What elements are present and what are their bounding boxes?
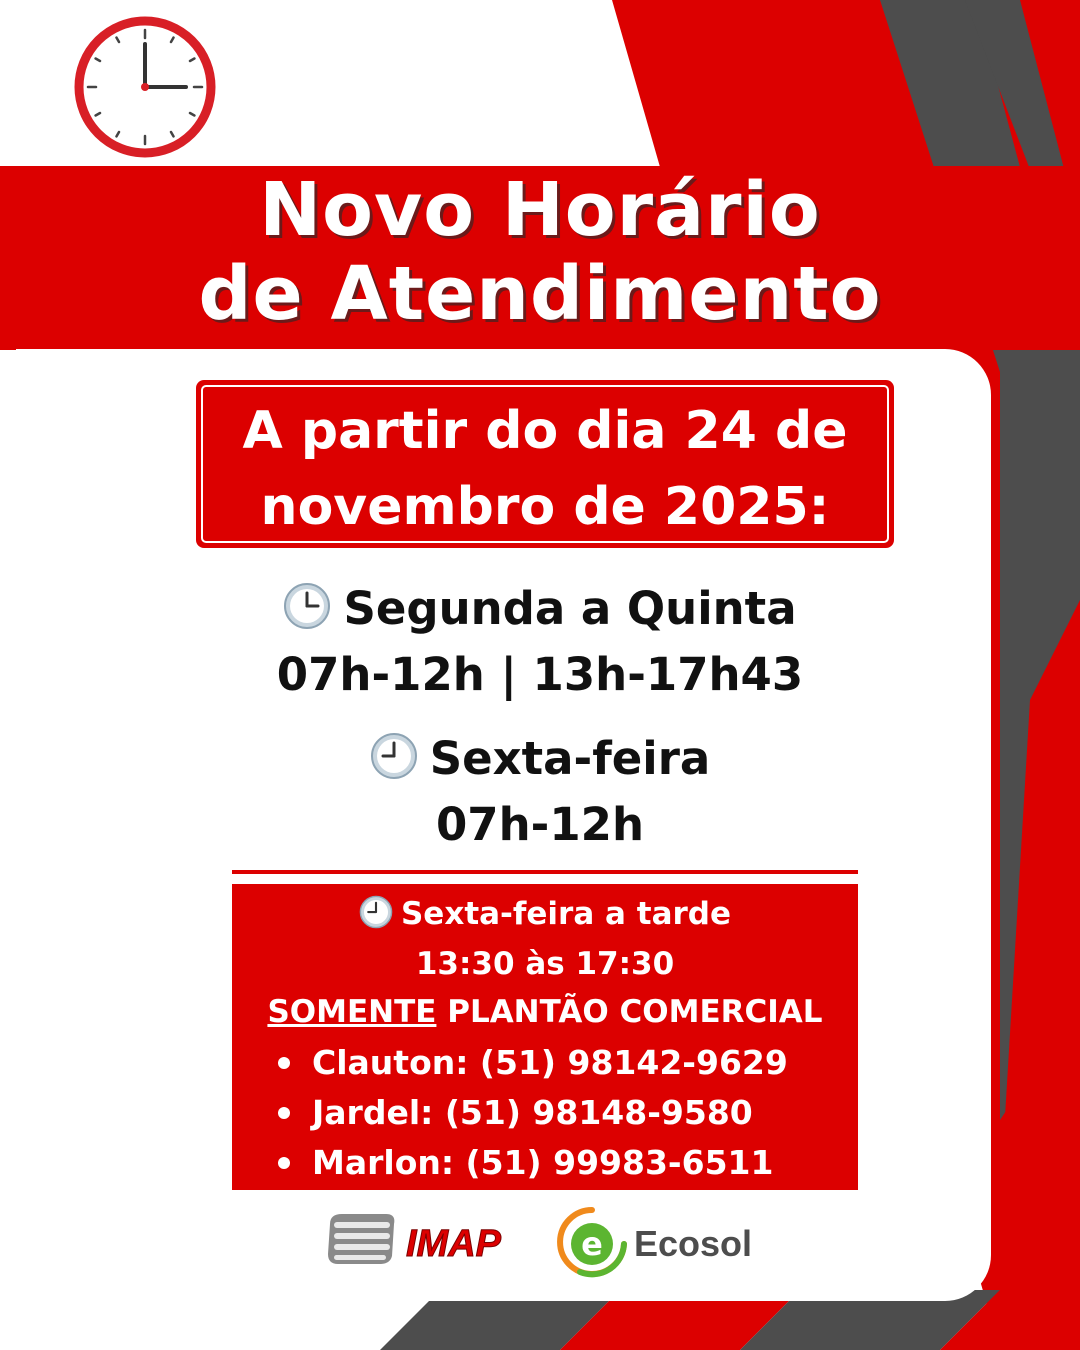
- date-notice-line-1: A partir do dia 24 de: [242, 401, 848, 461]
- bullet: [278, 1107, 290, 1119]
- schedule-weekdays: [0, 576, 1080, 708]
- special-title-row: [232, 894, 858, 934]
- special-notice-box: [232, 884, 858, 1190]
- bullet: [278, 1057, 290, 1069]
- brand-logos: [326, 1202, 776, 1282]
- divider: [232, 870, 858, 874]
- contact-jardel: Jardel: (51) 98148-9580: [312, 1093, 753, 1132]
- special-title: Sexta-feira a tarde: [400, 896, 732, 932]
- clock-three-icon: [283, 582, 331, 630]
- contact-clauton: Clauton: (51) 98142-9629: [312, 1043, 788, 1082]
- list-item: [276, 1138, 788, 1188]
- imap-logo-text: IMAP: [406, 1223, 501, 1265]
- page-title: [0, 168, 1080, 336]
- list-item: [276, 1038, 788, 1088]
- contact-marlon: Marlon: (51) 99983-6511: [312, 1143, 774, 1182]
- contact-list: [276, 1038, 788, 1188]
- ecosol-emblem-icon: [560, 1210, 624, 1274]
- special-hours: 13:30 às 17:30: [415, 946, 675, 982]
- date-notice-line-2: novembro de 2025:: [260, 477, 830, 537]
- special-notice-emphasis: SOMENTE: [267, 994, 437, 1030]
- clock-icon: [74, 16, 216, 158]
- imap-emblem-icon: [328, 1214, 394, 1264]
- title-line-1: Novo Horário: [259, 167, 821, 253]
- friday-label: Sexta-feira: [429, 732, 711, 785]
- schedule-weekdays-days: [0, 576, 1080, 642]
- list-item: [276, 1088, 788, 1138]
- schedule-friday-days: [0, 726, 1080, 792]
- ecosol-logo-text: Ecosol: [634, 1223, 753, 1264]
- svg-text:e: e: [581, 1225, 603, 1263]
- friday-hours: 07h-12h: [436, 798, 644, 851]
- special-notice: [232, 992, 858, 1032]
- schedule-friday: [0, 726, 1080, 858]
- date-notice-text: [196, 393, 894, 545]
- special-notice-rest: PLANTÃO COMERCIAL: [447, 994, 823, 1030]
- date-notice-box: [196, 380, 894, 548]
- weekdays-label: Segunda a Quinta: [343, 582, 797, 635]
- title-line-2: de Atendimento: [198, 251, 882, 337]
- bullet: [278, 1157, 290, 1169]
- clock-nine-icon: [359, 895, 393, 929]
- weekdays-hours: 07h-12h | 13h-17h43: [276, 648, 804, 701]
- clock-nine-icon: [370, 732, 418, 780]
